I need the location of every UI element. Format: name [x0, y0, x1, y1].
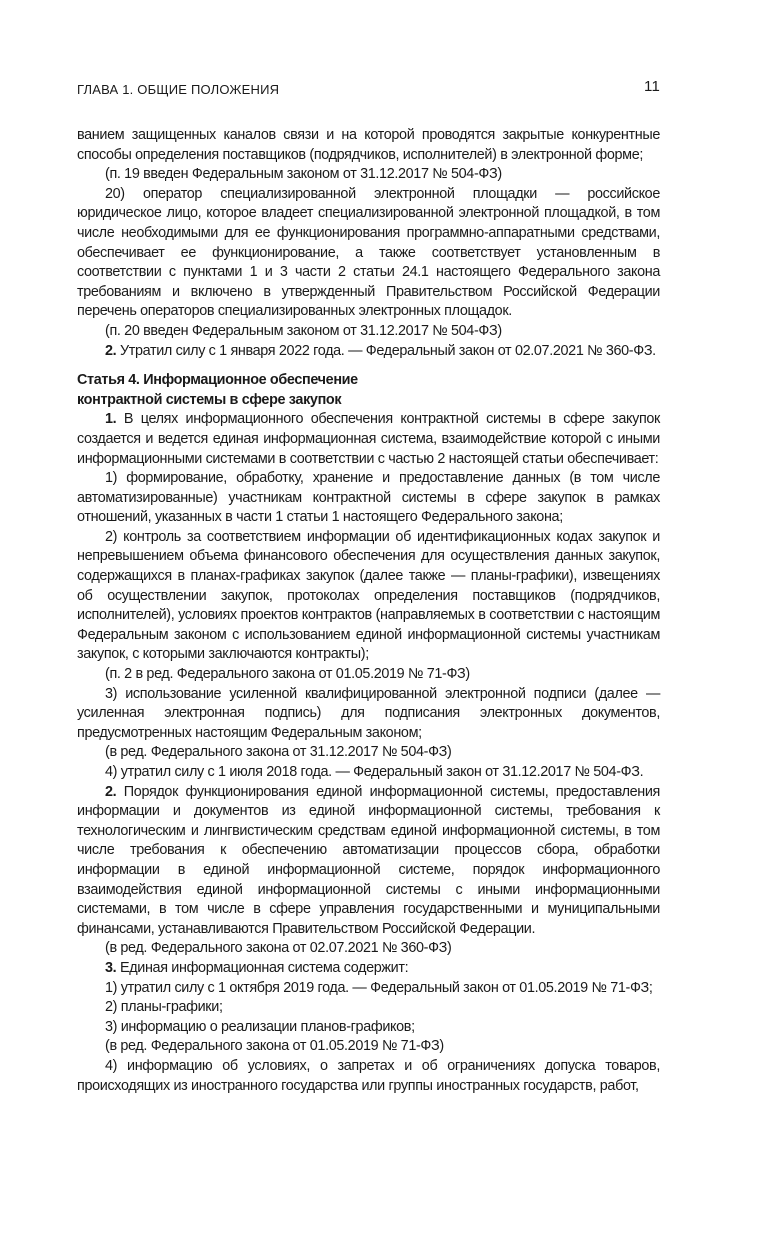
page-number: 11 — [644, 78, 660, 95]
list-item: 1) формирование, обработку, хранение и предоставление данных (в том числе автоматизированные) участникам контрактной системы в сфере закупок в рамках отношений, указанных в части 1 статьи 1 настоящего Федерального закона; — [77, 470, 660, 526]
article-heading-line: Статья 4. Информационное обеспечение — [77, 372, 358, 389]
article-heading-line: контрактной системы в сфере закупок — [77, 391, 342, 408]
list-item: 4) утратил силу с 1 июля 2018 года. — Федеральный закон от 31.12.2017 № 504-ФЗ. — [105, 764, 644, 780]
paragraph-text: Порядок функционирования единой информационной системы, предоставления информации и документов из единой информационной системы, требования к технологическим и лингвистическим средствам единой информационной системы, в том числе требования к обеспечению автоматизации процессов сбора, обработки информации в единой информационной системе, порядок информационного взаимодействия единой информационной системы с иными информационными системами, в том числе в сфере управления государственными и муниципальными финансами, устанавливаются Правительством Российской Федерации. — [77, 783, 660, 937]
amendment-note: (п. 19 введен Федеральным законом от 31.12.2017 № 504-ФЗ) — [105, 166, 502, 183]
list-item: 2) планы-графики; — [105, 999, 223, 1016]
paragraph: 20) оператор специализированной электронной площадки — российское юридическое лицо, которое владеет специализированной электронной площадкой, в том числе необходимыми для ее функционирования программно-аппаратными средствами, обеспечивает ее функционирование, а также соответствует установленным в соответствии с пунктами 1 и 3 части 2 статьи 24.1 настоящего Федерального закона требованиям и включено в утвержденный Правительством Российской Федерации перечень операторов специализированных электронных площадок. — [77, 185, 660, 320]
running-header — [77, 78, 660, 100]
list-item: 4) информацию об условиях, о запретах и об ограничениях допуска товаров, происходящих из иностранного государства или группы иностранных государств, работ, — [77, 1057, 660, 1094]
article-heading — [77, 371, 660, 410]
paragraph-text: В целях информационного обеспечения контрактной системы в сфере закупок создается и ведется единая информационная система, взаимодействие которой с иными информационными системами в соответствии с частью 2 настоящей статьи обеспечивает: — [77, 411, 660, 467]
numbered-paragraph — [77, 783, 660, 940]
paragraph-text: Единая информационная система содержит: — [116, 959, 409, 976]
paragraph-number: 3. — [105, 959, 117, 976]
chapter-title: ГЛАВА 1. ОБЩИЕ ПОЛОЖЕНИЯ — [77, 82, 280, 97]
paragraph-number: 1. — [105, 411, 117, 428]
paragraph-number: 2. — [105, 783, 117, 800]
amendment-note: (в ред. Федерального закона от 01.05.2019 № 71-ФЗ) — [105, 1038, 444, 1055]
list-item: 1) утратил силу с 1 октября 2019 года. — Федеральный закон от 01.05.2019 № 71-ФЗ; — [105, 979, 653, 996]
amendment-note: (в ред. Федерального закона от 31.12.2017 № 504-ФЗ) — [105, 744, 452, 761]
numbered-paragraph — [77, 410, 660, 469]
paragraph-text: Утратил силу с 1 января 2022 года. — Федеральный закон от 02.07.2021 № 360-ФЗ. — [116, 342, 656, 359]
list-item: 3) использование усиленной квалифицированной электронной подписи (далее — усиленная электронная подпись) для подписания электронных документов, предусмотренных настоящим Федеральным законом; — [77, 685, 660, 741]
amendment-note: (п. 20 введен Федеральным законом от 31.12.2017 № 504-ФЗ) — [105, 322, 502, 339]
numbered-paragraph — [77, 959, 660, 979]
amendment-note: (в ред. Федерального закона от 02.07.2021 № 360-ФЗ) — [105, 940, 452, 957]
list-item: 3) информацию о реализации планов-графиков; — [105, 1018, 415, 1035]
numbered-paragraph — [77, 342, 660, 362]
list-item: 2) контроль за соответствием информации об идентификационных кодах закупок и непревышением объема финансового обеспечения для осуществления данных закупок, содержащихся в планах-графиках закупок (далее также — планы-графики), извещениях об осуществлении закупок, протоколах определения поставщиков (подрядчиков, исполнителей), условиях проектов контрактов (направляемых в соответствии с настоящим Федеральным законом с использованием единой информационной системы участникам закупок, с которыми заключаются контракты); — [77, 528, 660, 663]
page-body — [77, 126, 660, 1096]
paragraph: ванием защищенных каналов связи и на которой проводятся закрытые конкурентные способы определения поставщиков (подрядчиков, исполнителей) в электронной форме; — [77, 127, 660, 163]
amendment-note: (п. 2 в ред. Федерального закона от 01.05.2019 № 71-ФЗ) — [105, 666, 470, 683]
paragraph-number: 2. — [105, 342, 117, 359]
